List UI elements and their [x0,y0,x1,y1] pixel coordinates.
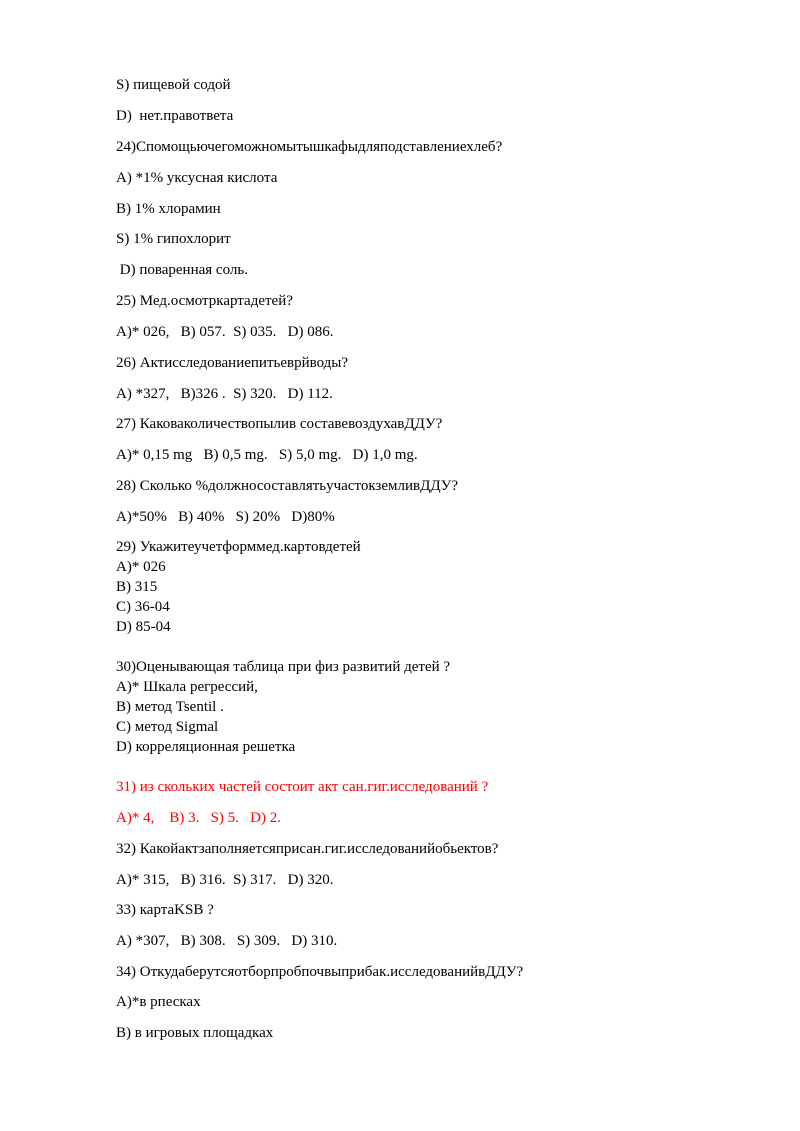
answer-line: A)* 026 [116,559,166,575]
answer-line: D) поваренная соль. [116,262,248,278]
answer-line: A) *327, B)326 . S) 320. D) 112. [116,386,333,402]
answer-line: B) 1% хлорамин [116,201,221,217]
answer-line: B) 315 [116,579,158,595]
answer-line: A) *1% уксусная кислота [116,170,278,186]
answer-line: A)* 026, B) 057. S) 035. D) 086. [116,324,334,340]
answer-line: A)*50% B) 40% S) 20% D)80% [116,509,335,525]
question-line: 28) Сколько %должносоставлятьучастокземливДДУ? [116,478,459,494]
answer-line: A)*в рпесках [116,994,201,1010]
question-line-highlighted: 31) из скольких частей состоит акт сан.гиг.исследований ? [116,779,489,795]
answer-line: D) нет.правответа [116,108,234,124]
question-line: 30)Оценывающая таблица при физ развитий детей ? [116,659,451,675]
answer-line: C) 36-04 [116,599,170,615]
question-line: 34) Откудаберутсяотборпробпочвыприбак.исследованийвДДУ? [116,964,524,980]
question-line: 25) Мед.осмотркартадетей? [116,293,293,309]
answer-line: A)* 0,15 mg B) 0,5 mg. S) 5,0 mg. D) 1,0 mg. [116,447,418,463]
answer-line: A)* 315, B) 316. S) 317. D) 320. [116,872,334,888]
answer-line: A)* Шкала регрессий, [116,679,258,695]
answer-line: D) корреляционная решетка [116,739,296,755]
question-line: 33) картаKSB ? [116,902,214,918]
answer-line: S) 1% гипохлорит [116,231,231,247]
question-line: 29) Укажитеучетформмед.картовдетей [116,539,361,555]
answer-line: A) *307, B) 308. S) 309. D) 310. [116,933,338,949]
answer-line: S) пищевой содой [116,77,231,93]
question-line: 26) Актисследованиепитьеврйводы? [116,355,349,371]
answer-line: C) метод Sigmal [116,719,219,735]
question-line: 32) Какойактзаполняетсяприсан.гиг.исследованийобьектов? [116,841,499,857]
question-line: 24)Спомощьючегоможномытышкафыдляподставлениехлеб? [116,139,503,155]
answer-line: B) в игровых площадках [116,1025,274,1041]
answer-line: D) 85-04 [116,619,171,635]
question-line: 27) Каковаколичествопылив составевоздухавДДУ? [116,416,443,432]
answer-line-highlighted: A)* 4, B) 3. S) 5. D) 2. [116,810,281,826]
answer-line: B) метод Tsentil . [116,699,224,715]
